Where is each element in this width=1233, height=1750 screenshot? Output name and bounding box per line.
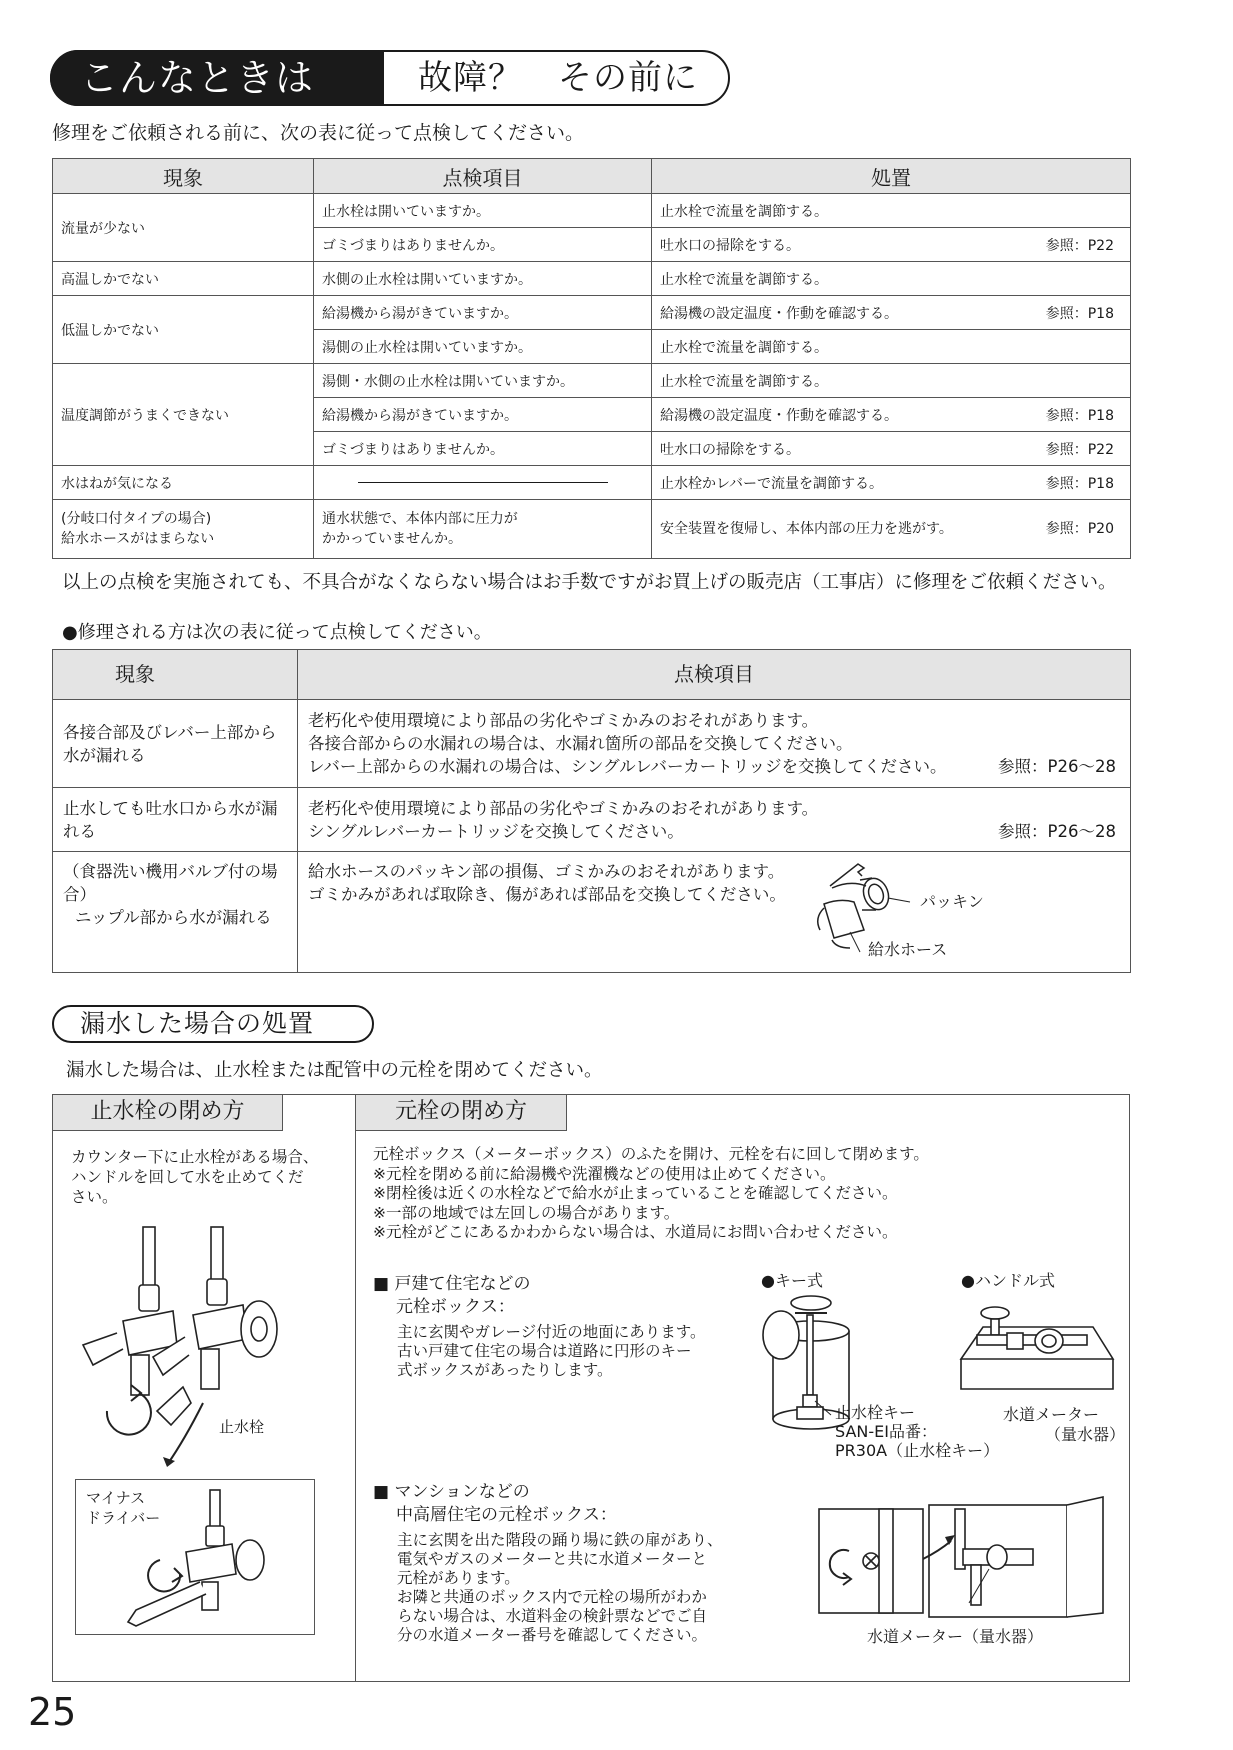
hose-label: 給水ホース xyxy=(868,940,948,959)
action-text: 止水栓で流量を調節する。 xyxy=(660,339,828,356)
text-line: 主に玄関やガレージ付近の地面にあります。 xyxy=(397,1323,706,1341)
check-cell: 給湯機から湯がきていますか。 xyxy=(314,296,652,330)
check-line: レバー上部からの水漏れの場合は、シングルレバーカートリッジを交換してください。 参照：P26〜28 xyxy=(308,757,1116,776)
stop-valve-label: 止水栓 xyxy=(219,1418,265,1436)
troubleshoot-table xyxy=(52,158,1131,559)
text-line: （量水器） xyxy=(1045,1425,1126,1444)
meter-label xyxy=(1003,1405,1125,1445)
action-cell xyxy=(652,194,1131,228)
page-reference: 参照：P22 xyxy=(1045,237,1114,254)
mansion-meter-label: 水道メーター（量水器） xyxy=(867,1627,1044,1646)
table-row xyxy=(53,296,1131,330)
action-cell xyxy=(652,398,1131,432)
page-reference: 参照：P20 xyxy=(1045,521,1114,537)
header-title-white: 故障？ その前に xyxy=(418,58,698,98)
table-header-row xyxy=(53,650,1131,700)
handle-box-illustration xyxy=(957,1303,1117,1393)
box-divider xyxy=(355,1095,356,1681)
action-text: 吐水口の掃除をする。 xyxy=(660,441,800,458)
mansion-heading xyxy=(373,1481,617,1527)
technician-note: ●修理される方は次の表に従って点検してください。 xyxy=(62,622,492,643)
table-row xyxy=(53,466,1131,500)
text-line: 中高層住宅の元栓ボックス： xyxy=(396,1505,617,1525)
tab-main-valve: 元栓の閉め方 xyxy=(355,1095,567,1131)
text-line: ハンドルを回して水を止めてくだ xyxy=(71,1168,304,1186)
check-cell-empty xyxy=(314,466,652,500)
text-line: ※元栓がどこにあるかわからない場合は、水道局にお問い合わせください。 xyxy=(373,1223,898,1241)
action-cell xyxy=(652,500,1131,559)
symptom-line: (分岐口付タイプの場合) xyxy=(61,511,212,527)
table-row xyxy=(53,700,1131,788)
repair-check-table xyxy=(52,649,1131,973)
table-row xyxy=(53,194,1131,228)
table-row xyxy=(53,364,1131,398)
table-row xyxy=(53,262,1131,296)
table-row xyxy=(53,788,1131,852)
text-line: 電気やガスのメーターと共に水道メーターと xyxy=(397,1550,708,1568)
action-text: 給湯機の設定温度・作動を確認する。 xyxy=(660,305,898,322)
text-line: 古い戸建て住宅の場合は道路に円形のキー xyxy=(397,1342,692,1360)
screwdriver-illustration xyxy=(116,1490,306,1630)
handle-type-label: ●ハンドル式 xyxy=(961,1271,1055,1290)
text-line: PR30A（止水栓キー） xyxy=(835,1441,1000,1460)
symptom-line: 止水しても吐水口から水が漏 xyxy=(63,798,278,818)
check-line: かかっていませんか。 xyxy=(322,531,462,547)
symptom-cell: 水はねが気になる xyxy=(53,466,314,500)
action-cell xyxy=(652,330,1131,364)
leak-section-title: 漏水した場合の処置 xyxy=(52,1005,374,1043)
table-header-row xyxy=(53,159,1131,194)
table-row xyxy=(53,500,1131,559)
driver-inset xyxy=(75,1479,315,1635)
meter-cabinet-illustration xyxy=(819,1495,1109,1625)
text-line: マイナス xyxy=(86,1489,146,1507)
symptom-line: （食器洗い機用バルブ付の場合） xyxy=(63,862,278,904)
check-cell xyxy=(298,852,1131,973)
symptom-cell: 高温しかでない xyxy=(53,262,314,296)
text-line: 分の水道メーター番号を確認してください。 xyxy=(397,1626,708,1644)
dash-line xyxy=(358,482,608,483)
mansion-text xyxy=(397,1531,723,1645)
text-line: さい。 xyxy=(71,1188,118,1206)
table-row xyxy=(53,852,1131,973)
text-line: ※元栓を閉める前に給湯機や洗濯機などの使用は止めてください。 xyxy=(373,1164,836,1183)
text-line: 元栓ボックス： xyxy=(396,1297,515,1317)
text-line: カウンター下に止水栓がある場合、 xyxy=(71,1148,319,1166)
header-check: 点検項目 xyxy=(314,159,652,194)
text-line: ■ マンションなどの xyxy=(373,1482,530,1502)
header-title-black: こんなときは xyxy=(50,50,384,106)
check-cell: 給湯機から湯がきていますか。 xyxy=(314,398,652,432)
action-cell xyxy=(652,432,1131,466)
page-reference: 参照：P26〜28 xyxy=(998,757,1116,776)
action-text: 給湯機の設定温度・作動を確認する。 xyxy=(660,407,898,424)
check-cell: ゴミづまりはありませんか。 xyxy=(314,228,652,262)
text-line: ドライバー xyxy=(86,1509,161,1527)
key-type-label: ●キー式 xyxy=(761,1271,823,1290)
check-cell: ゴミづまりはありませんか。 xyxy=(314,432,652,466)
check-line: 各接合部からの水漏れの場合は、水漏れ箇所の部品を交換してください。 xyxy=(308,734,853,753)
text-line: 水道メーター xyxy=(1003,1405,1100,1424)
action-text: 安全装置を復帰し、本体内部の圧力を逃がす。 xyxy=(660,521,953,537)
symptom-cell xyxy=(53,852,298,973)
check-line: 給水ホースのパッキン部の損傷、ゴミかみのおそれがあります。 xyxy=(308,862,785,881)
tab-stop-valve: 止水栓の閉め方 xyxy=(53,1095,283,1131)
stop-valve-text xyxy=(71,1147,318,1207)
check-cell: 湯側の止水栓は開いていますか。 xyxy=(314,330,652,364)
house-heading xyxy=(373,1273,530,1319)
symptom-line: れる xyxy=(63,821,96,841)
action-text: 止水栓かレバーで流量を調節する。 xyxy=(660,475,884,492)
check-cell: 止水栓は開いていますか。 xyxy=(314,194,652,228)
symptom-cell: 温度調節がうまくできない xyxy=(53,364,314,466)
check-line: ゴミかみがあれば取除き、傷があれば部品を交換してください。 xyxy=(308,885,786,904)
check-cell xyxy=(298,700,1131,788)
check-cell xyxy=(298,788,1131,852)
page-reference: 参照：P18 xyxy=(1045,305,1114,322)
text-line: 元栓ボックス（メーターボックス）のふたを開け、元栓を右に回して閉めます。 xyxy=(373,1145,929,1163)
house-text xyxy=(397,1323,705,1380)
text-line: ※一部の地域では左回しの場合があります。 xyxy=(373,1203,680,1222)
symptom-cell xyxy=(53,788,298,852)
page-header xyxy=(50,50,730,106)
leak-intro-text: 漏水した場合は、止水栓または配管中の元栓を閉めてください。 xyxy=(66,1060,603,1081)
text-line: 主に玄関を出た階段の踊り場に鉄の扉があり、 xyxy=(397,1531,723,1549)
stop-valve-illustration xyxy=(73,1225,333,1465)
page-reference: 参照：P26〜28 xyxy=(998,821,1116,841)
check-cell xyxy=(314,500,652,559)
symptom-cell xyxy=(53,500,314,559)
repair-request-note: 以上の点検を実施されても、不具合がなくならない場合はお手数ですがお買上げの販売店（工事店）に修理をご依頼ください。 xyxy=(62,572,1117,593)
action-text: 止水栓で流量を調節する。 xyxy=(660,271,828,288)
text-line: 止水栓キー xyxy=(835,1403,916,1422)
action-cell xyxy=(652,466,1131,500)
check-line: 老朽化や使用環境により部品の劣化やゴミかみのおそれがあります。 xyxy=(308,798,819,818)
action-text: 止水栓で流量を調節する。 xyxy=(660,203,828,220)
check-cell: 湯側・水側の止水栓は開いていますか。 xyxy=(314,364,652,398)
text-line: 元栓があります。 xyxy=(397,1569,520,1587)
check-line: シングルレバーカートリッジを交換してください。 参照：P26〜28 xyxy=(308,821,1116,841)
intro-text: 修理をご依頼される前に、次の表に従って点検してください。 xyxy=(52,122,585,144)
page-reference: 参照：P18 xyxy=(1045,407,1114,424)
header-check: 点検項目 xyxy=(298,650,1131,700)
check-line: 老朽化や使用環境により部品の劣化やゴミかみのおそれがあります。 xyxy=(308,711,819,730)
text-line: ■ 戸建て住宅などの xyxy=(373,1274,531,1294)
action-cell xyxy=(652,228,1131,262)
symptom-cell: 低温しかでない xyxy=(53,296,314,364)
symptom-line: 給水ホースがはまらない xyxy=(61,531,215,547)
text-line: ※閉栓後は近くの水栓などで給水が止まっていることを確認してください。 xyxy=(373,1184,898,1202)
packing-label: パッキン xyxy=(920,892,984,911)
key-label xyxy=(835,1403,999,1460)
header-symptom: 現象 xyxy=(53,650,298,700)
action-cell xyxy=(652,296,1131,330)
action-text: 止水栓で流量を調節する。 xyxy=(660,373,828,390)
text-line: お隣と共通のボックス内で元栓の場所がわか xyxy=(397,1588,707,1606)
text-line: 式ボックスがあったりします。 xyxy=(397,1361,613,1379)
header-action: 処置 xyxy=(652,159,1131,194)
action-cell xyxy=(652,262,1131,296)
check-line: 通水状態で、本体内部に圧力が xyxy=(322,511,518,527)
text-line: らない場合は、水道料金の検針票などでご自 xyxy=(397,1607,708,1625)
page-reference: 参照：P18 xyxy=(1045,475,1114,492)
header-symptom: 現象 xyxy=(53,159,314,194)
action-cell xyxy=(652,364,1131,398)
symptom-cell: 流量が少ない xyxy=(53,194,314,262)
main-valve-text xyxy=(373,1145,929,1243)
symptom-line: ニップル部から水が漏れる xyxy=(75,908,272,927)
symptom-line: 各接合部及びレバー上部から xyxy=(63,722,277,742)
action-text: 吐水口の掃除をする。 xyxy=(660,237,800,254)
page-reference: 参照：P22 xyxy=(1045,441,1114,458)
page-number: 25 xyxy=(28,1690,77,1734)
shutoff-procedure-box xyxy=(52,1094,1130,1682)
check-cell: 水側の止水栓は開いていますか。 xyxy=(314,262,652,296)
symptom-line: 水が漏れる xyxy=(63,745,146,765)
symptom-cell xyxy=(53,700,298,788)
text-line: SAN-EI品番： xyxy=(835,1422,937,1441)
